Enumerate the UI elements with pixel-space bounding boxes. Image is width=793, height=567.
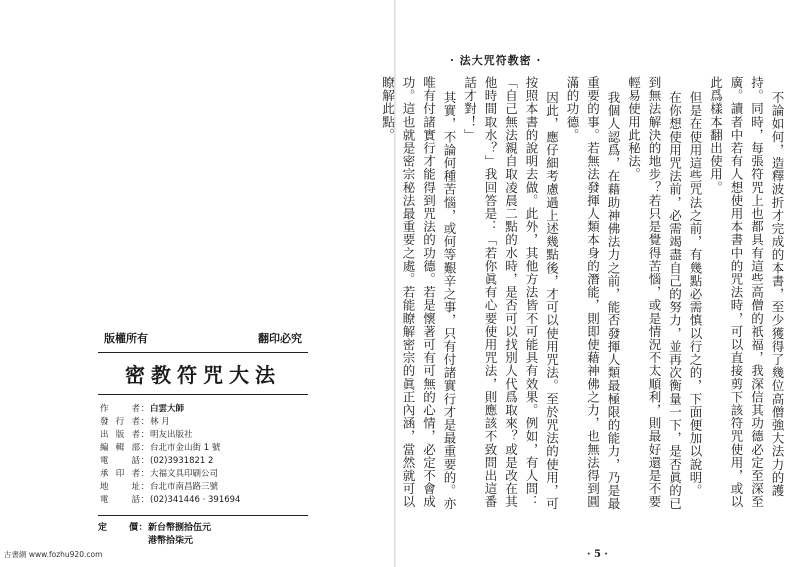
rights-reserved-label: 版權所有 bbox=[104, 332, 148, 345]
info-value: 台北市南昌路三號 bbox=[150, 482, 219, 492]
author-value: 白雲大師 bbox=[150, 404, 185, 414]
price-label: 定價 bbox=[98, 523, 138, 533]
paragraph: 因此，應仔細考慮過上述幾點後，才可以使用咒法。至於咒法的使用，可按照本書的說明去做。此外，其他方法皆不可能具有效果。例如，有人問：「自己無法親自取凌晨二點的水時，是否可以找別人代爲取來？或是改在其他時間取水？」我回答是：「若你眞有心要使用咒法，則應該不致問出這番話才對！」 bbox=[462, 76, 560, 511]
info-value: 大福文具印刷公司 bbox=[150, 469, 219, 479]
info-label: 承印者 bbox=[100, 469, 140, 479]
info-value: 林 月 bbox=[150, 417, 170, 427]
publication-info bbox=[98, 403, 308, 507]
info-value: 明友出版社 bbox=[150, 430, 193, 440]
info-row: 承印者 ： 大福文具印刷公司 bbox=[100, 468, 308, 481]
divider bbox=[98, 352, 308, 353]
price-value: 港幣拾柒元 bbox=[148, 536, 194, 546]
info-label: 出版者 bbox=[100, 430, 140, 440]
info-row: 作者 ： 白雲大師 bbox=[100, 403, 308, 416]
info-row: 編輯部 ： 台北市金山街 1 號 bbox=[100, 442, 308, 455]
rights-row bbox=[98, 330, 308, 352]
page-number: · 5 · bbox=[587, 549, 608, 560]
info-value: (02)341446 · 391694 bbox=[150, 495, 241, 505]
paragraph: 不論如何，造釋波折才完成的本書，至少獲得了幾位高僧強大法力的護持。同時，每張符咒上也都具有這些高僧的祇福，我深信其功德必定至深至廣。讀者中若有人想使用本書中的咒法時，可以直接剪下該符咒使用，或以此爲樣本翻出使用。 bbox=[708, 76, 785, 509]
info-label: 地址 bbox=[100, 482, 140, 492]
body-text bbox=[380, 76, 787, 516]
info-row: 出版者 ： 明友出版社 bbox=[100, 429, 308, 442]
info-row: 地址 ： 台北市南昌路三號 bbox=[100, 481, 308, 494]
info-row: 電話 ： (02)3931821 2 bbox=[100, 455, 308, 468]
info-label: 編輯部 bbox=[100, 443, 140, 453]
no-reprint-label: 翻印必究 bbox=[258, 332, 302, 345]
info-row: 電話 ： (02)341446 · 391694 bbox=[100, 494, 308, 507]
info-label: 作者 bbox=[100, 404, 140, 414]
price-block: 定價 ： 新台幣捌拾伍元 港幣拾柒元 bbox=[98, 515, 308, 548]
paragraph: 在你想使用咒法前，必需竭盡自己的努力，並再次衡量一下，是否眞的已到無法解決的地步？若只是覺得苦惱，或是情況不太順利，則最好還是不要輕易使用此秘法。 bbox=[626, 76, 683, 511]
price-value: 新台幣捌拾伍元 bbox=[148, 523, 212, 533]
info-label: 電話 bbox=[100, 495, 140, 505]
paragraph: 我個人認爲，在藉助神佛法力之前，能否發揮人類最極限的能力，乃是最重要的事。若無法發揮人類本身的潛能，則即使藉神佛之力，也無法得到圓滿的功德。 bbox=[565, 76, 621, 511]
paragraph: 其實，不論何種苦惱，或何等艱辛之事，只有付諸實行才是最重要的。亦唯有付諸實行才能得到咒法的功德。若是懷著可有可無的心情，必定不會成功。這也就是密宗秘法最重要之處。若能瞭解密宗的眞正內涵，當然就可以瞭解此點。 bbox=[380, 76, 457, 511]
info-label: 電話 bbox=[100, 456, 140, 466]
info-row: 發行者 ： 林 月 bbox=[100, 416, 308, 429]
book-title: 密教符咒大法 bbox=[98, 359, 308, 395]
paragraph: 但是在使用這些咒法之前，有幾點必需慎以行之的，下面便加以說明。 bbox=[688, 91, 703, 498]
running-header: · 法大咒符教密 · bbox=[450, 54, 542, 67]
copyright-block bbox=[98, 330, 308, 548]
info-value: (02)3931821 2 bbox=[150, 456, 214, 466]
info-label: 發行者 bbox=[100, 417, 140, 427]
info-value: 台北市金山街 1 號 bbox=[150, 443, 221, 453]
site-watermark: 古書網 www.fozhu920.com bbox=[4, 550, 103, 559]
